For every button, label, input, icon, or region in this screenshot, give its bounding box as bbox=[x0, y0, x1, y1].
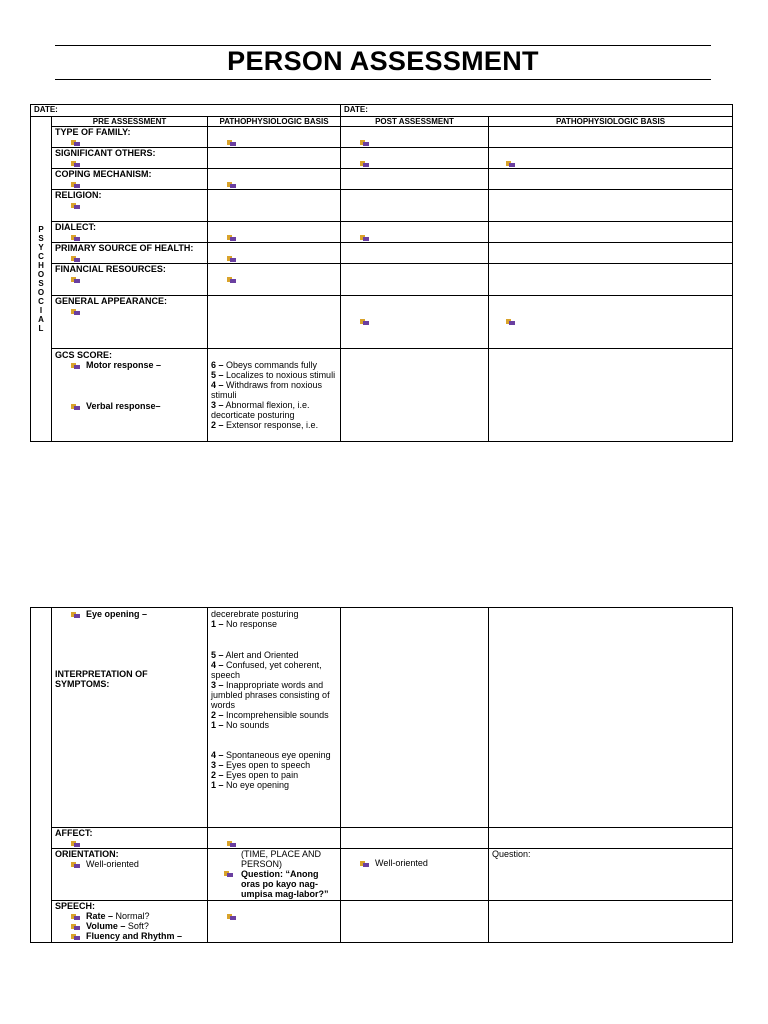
bullet-icon bbox=[360, 160, 369, 167]
cell[interactable] bbox=[489, 127, 733, 148]
rate-label: Rate – bbox=[86, 911, 114, 921]
side-label-letter: I bbox=[39, 306, 43, 315]
table-row bbox=[31, 222, 733, 243]
bullet-icon bbox=[71, 403, 80, 410]
score-item: 5 – Alert and Oriented bbox=[211, 650, 299, 660]
table-row bbox=[31, 828, 733, 849]
bullet-icon bbox=[71, 913, 80, 920]
patho-header-2: PATHOPHYSIOLOGIC BASIS bbox=[489, 117, 733, 127]
row-label-religion: RELIGION: bbox=[55, 190, 102, 200]
bullet-icon bbox=[506, 160, 515, 167]
bullet-icon bbox=[71, 308, 80, 315]
cell[interactable] bbox=[341, 608, 489, 828]
score-item: 3 – Abnormal flexion, i.e. decorticate posturing bbox=[211, 400, 310, 420]
bullet-icon bbox=[227, 181, 236, 188]
row-label-gcs: GCS SCORE: bbox=[55, 350, 113, 360]
score-item: 2 – Extensor response, i.e. bbox=[211, 420, 319, 430]
row-label-speech: SPEECH: bbox=[55, 901, 96, 911]
table-row bbox=[31, 901, 733, 943]
row-label-primary-source: PRIMARY SOURCE OF HEALTH: bbox=[55, 243, 194, 253]
fluency-label: Fluency and Rhythm – bbox=[86, 931, 183, 941]
orientation-scope: (TIME, PLACE AND PERSON) bbox=[241, 849, 322, 869]
bullet-icon bbox=[360, 318, 369, 325]
bullet-icon bbox=[227, 276, 236, 283]
score-item: 2 – Incomprehensible sounds bbox=[211, 710, 329, 720]
cell[interactable] bbox=[341, 901, 489, 943]
table-row bbox=[31, 148, 733, 169]
cell[interactable] bbox=[489, 828, 733, 849]
bullet-icon bbox=[227, 139, 236, 146]
header-row bbox=[31, 117, 733, 127]
cell[interactable] bbox=[341, 190, 489, 222]
bullet-icon bbox=[71, 840, 80, 847]
bullet-icon bbox=[224, 870, 233, 877]
side-label-letter: S bbox=[38, 279, 44, 288]
score-item: 4 – Withdraws from noxious stimuli bbox=[211, 380, 323, 400]
rate-value: Normal? bbox=[113, 911, 150, 921]
row-label-type-family: TYPE OF FAMILY: bbox=[55, 127, 131, 137]
bullet-icon bbox=[227, 255, 236, 262]
row-label-orientation: ORIENTATION: bbox=[55, 849, 119, 859]
bullet-icon bbox=[71, 202, 80, 209]
row-label-affect: AFFECT: bbox=[55, 828, 93, 838]
table-row bbox=[31, 264, 733, 296]
table-row bbox=[31, 243, 733, 264]
cell[interactable] bbox=[341, 828, 489, 849]
cell[interactable] bbox=[489, 608, 733, 828]
side-label-letter: O bbox=[37, 270, 45, 279]
side-column bbox=[31, 608, 52, 943]
post-assessment-header: POST ASSESSMENT bbox=[341, 117, 489, 127]
bottom-rule bbox=[55, 79, 711, 80]
side-label-letter: C bbox=[38, 252, 44, 261]
continued-text: decerebrate posturing bbox=[211, 609, 299, 619]
bullet-icon bbox=[360, 234, 369, 241]
table-row bbox=[31, 169, 733, 190]
motor-response-label: Motor response – bbox=[86, 360, 162, 370]
score-item: 1 – No sounds bbox=[211, 720, 270, 730]
bullet-icon bbox=[360, 860, 369, 867]
row-label-significant-others: SIGNIFICANT OTHERS: bbox=[55, 148, 156, 158]
bullet-icon bbox=[227, 234, 236, 241]
score-item: 4 – Spontaneous eye opening bbox=[211, 750, 331, 760]
score-item: 1 – No response bbox=[211, 619, 278, 629]
side-label-letter: C bbox=[38, 297, 44, 306]
table-row bbox=[31, 127, 733, 148]
bullet-icon bbox=[227, 913, 236, 920]
score-item: 3 – Inappropriate words and jumbled phrases consisting of words bbox=[211, 680, 330, 710]
cell[interactable] bbox=[489, 243, 733, 264]
side-label-letter: O bbox=[37, 288, 45, 297]
scores-continued-cell bbox=[208, 608, 341, 828]
cell[interactable] bbox=[341, 264, 489, 296]
bullet-icon bbox=[360, 139, 369, 146]
bullet-icon bbox=[71, 861, 80, 868]
cell[interactable] bbox=[208, 296, 341, 349]
score-item: 2 – Eyes open to pain bbox=[211, 770, 299, 780]
bullet-icon bbox=[71, 923, 80, 930]
cell[interactable] bbox=[341, 349, 489, 442]
row-label-dialect: DIALECT: bbox=[55, 222, 96, 232]
cell[interactable] bbox=[489, 264, 733, 296]
row-label-financial: FINANCIAL RESOURCES: bbox=[55, 264, 166, 274]
cell[interactable] bbox=[489, 349, 733, 442]
side-label-letter: S bbox=[38, 234, 44, 243]
question-cell-text: Question: bbox=[492, 849, 531, 859]
well-oriented-text: Well-oriented bbox=[86, 859, 139, 869]
pre-assessment-header: PRE ASSESSMENT bbox=[52, 117, 208, 127]
bullet-icon bbox=[71, 139, 80, 146]
date-left-cell[interactable]: DATE: bbox=[31, 105, 341, 117]
volume-value: Soft? bbox=[125, 921, 149, 931]
bullet-icon bbox=[506, 318, 515, 325]
bullet-icon bbox=[71, 181, 80, 188]
score-item: 6 – Obeys commands fully bbox=[211, 360, 318, 370]
verbal-response-label: Verbal response– bbox=[86, 401, 161, 411]
table-row bbox=[31, 296, 733, 349]
row-label-coping: COPING MECHANISM: bbox=[55, 169, 152, 179]
table-row bbox=[31, 849, 733, 901]
cell[interactable] bbox=[208, 190, 341, 222]
page-title: PERSON ASSESSMENT bbox=[227, 46, 539, 76]
bullet-icon bbox=[71, 362, 80, 369]
assessment-table-bottom bbox=[30, 607, 733, 943]
eye-opening-label: Eye opening – bbox=[86, 609, 148, 619]
question-label: Question: bbox=[241, 869, 283, 879]
bullet-icon bbox=[71, 933, 80, 940]
question-text: “Anong oras po kayo nag-umpisa mag-labor?” bbox=[241, 869, 329, 899]
psychosocial-side-label bbox=[31, 117, 52, 442]
assessment-table-top bbox=[30, 104, 733, 442]
date-row bbox=[31, 105, 733, 117]
table-row bbox=[31, 349, 733, 442]
patho-header-1: PATHOPHYSIOLOGIC BASIS bbox=[208, 117, 341, 127]
side-label-letter: H bbox=[38, 261, 44, 270]
cell[interactable] bbox=[489, 901, 733, 943]
score-item: 4 – Confused, yet coherent, speech bbox=[211, 660, 322, 680]
row-label-general-appearance: GENERAL APPEARANCE: bbox=[55, 296, 168, 306]
cell[interactable] bbox=[341, 169, 489, 190]
bullet-icon bbox=[71, 234, 80, 241]
bullet-icon bbox=[71, 276, 80, 283]
table-row bbox=[31, 608, 733, 828]
cell[interactable] bbox=[489, 222, 733, 243]
cell[interactable] bbox=[208, 148, 341, 169]
side-label-letter: Y bbox=[38, 243, 44, 252]
motor-scores-cell bbox=[208, 349, 341, 442]
side-label-letter: P bbox=[38, 225, 44, 234]
score-item: 3 – Eyes open to speech bbox=[211, 760, 311, 770]
score-item: 5 – Localizes to noxious stimuli bbox=[211, 370, 336, 380]
table-row bbox=[31, 190, 733, 222]
cell[interactable] bbox=[489, 169, 733, 190]
volume-label: Volume – bbox=[86, 921, 126, 931]
post-well-oriented-text: Well-oriented bbox=[375, 858, 428, 868]
side-label-letter: A bbox=[38, 315, 44, 324]
bullet-icon bbox=[71, 160, 80, 167]
bullet-icon bbox=[71, 611, 80, 618]
side-label-letter: L bbox=[38, 324, 44, 333]
cell[interactable] bbox=[489, 190, 733, 222]
date-right-cell[interactable]: DATE: bbox=[341, 105, 733, 117]
bullet-icon bbox=[227, 840, 236, 847]
interpretation-label: INTERPRETATION OF SYMPTOMS: bbox=[55, 669, 148, 689]
cell[interactable] bbox=[341, 243, 489, 264]
bullet-icon bbox=[71, 255, 80, 262]
score-item: 1 – No eye opening bbox=[211, 780, 290, 790]
